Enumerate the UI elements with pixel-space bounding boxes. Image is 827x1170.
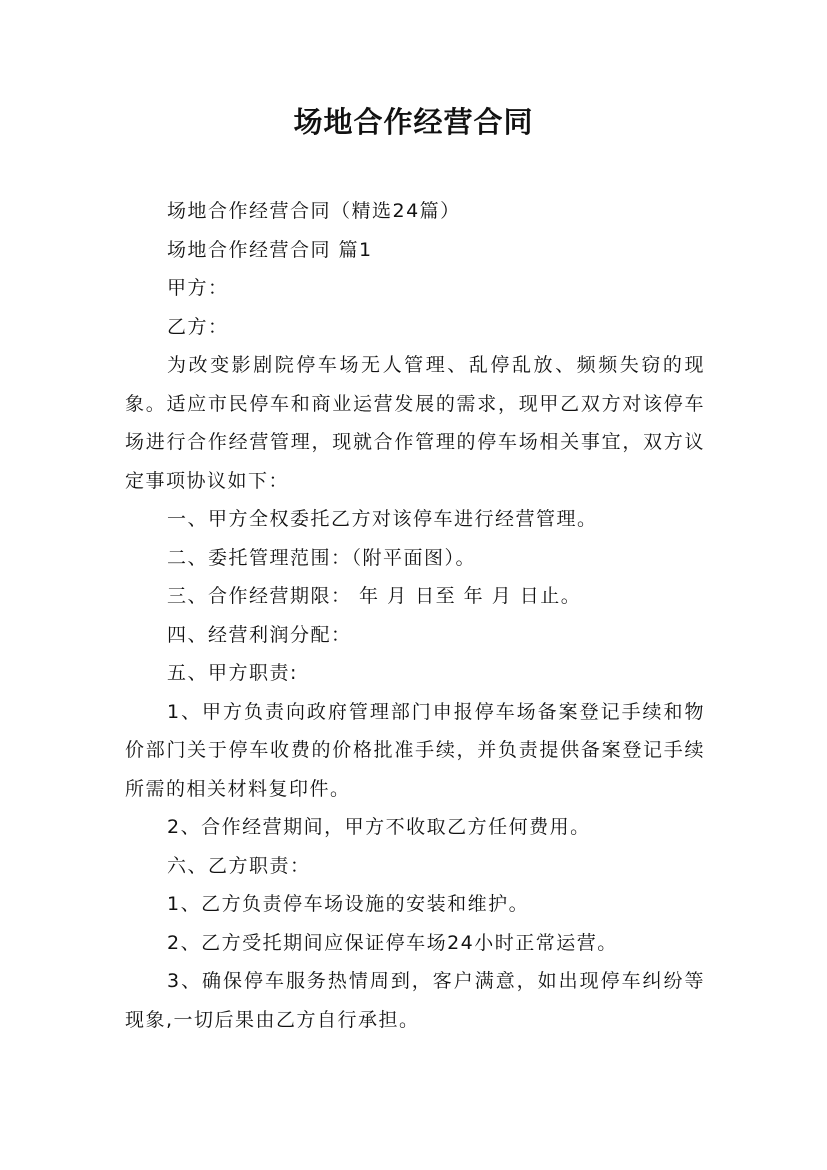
paragraph: 乙方： (167, 315, 229, 338)
paragraph: 四、经营利润分配： (167, 623, 352, 646)
paragraph: 六、乙方职责： (167, 854, 311, 877)
paragraph: 三、合作经营期限： 年 月 日至 年 月 日止。 (167, 585, 582, 607)
paragraph: 场地合作经营合同 篇1 (167, 238, 373, 261)
paragraph: 2、乙方受托期间应保证停车场24小时正常运营。 (167, 931, 618, 954)
document-body (125, 192, 705, 1039)
paragraph: 二、委托管理范围：（附平面图）。 (167, 546, 477, 569)
paragraph: 2、合作经营期间，甲方不收取乙方任何费用。 (167, 816, 591, 838)
paragraph: 为改变影剧院停车场无人管理、乱停乱放、频频失窃的现象。适应市民停车和商业运营发展的需求，现甲乙双方对该停车场进行合作经营管理，现就合作管理的停车场相关事宜，双方议定事项协议如下： (125, 354, 705, 492)
paragraph: 1、乙方负责停车场设施的安装和维护。 (167, 893, 530, 915)
paragraph: 甲方： (167, 277, 229, 299)
paragraph: 一、甲方全权委托乙方对该停车进行经营管理。 (167, 508, 598, 530)
paragraph: 1、甲方负责向政府管理部门申报停车场备案登记手续和物价部门关于停车收费的价格批准手续，并负责提供备案登记手续所需的相关材料复印件。 (125, 700, 705, 800)
paragraph: 场地合作经营合同（精选24篇） (167, 200, 461, 222)
paragraph: 五、甲方职责: (167, 662, 298, 684)
paragraph: 3、确保停车服务热情周到，客户满意，如出现停车纠纷等现象,一切后果由乙方自行承担。 (125, 970, 705, 1031)
document-title: 场地合作经营合同 (293, 105, 534, 139)
